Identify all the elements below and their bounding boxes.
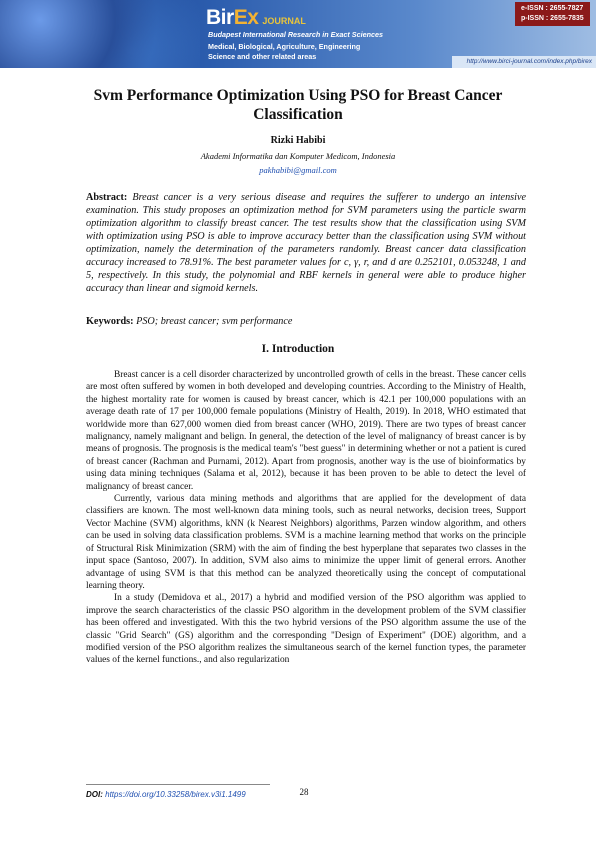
abstract-label: Abstract: (86, 192, 128, 203)
journal-url-link[interactable]: http://www.birci-journal.com/index.php/birex (452, 56, 596, 68)
journal-header-banner (0, 0, 596, 68)
doi-link[interactable]: https://doi.org/10.33258/birex.v3i1.1499 (105, 790, 246, 799)
banner-decoration (0, 0, 200, 68)
author-name: Rizki Habibi (270, 135, 326, 146)
journal-fields-line1: Medical, Biological, Agriculture, Engineering (208, 42, 361, 51)
eissn: e-ISSN : 2655-7827 (521, 5, 584, 12)
paragraph: In a study (Demidova et al., 2017) a hybrid and modified version of the PSO algorithm was applied to improve the search characteristics of the classic PSO algorithm in the development problem of the SVM classifier has been offered and investigated. With this the two hybrid versions of the PSO algorithm assume the use of the classic "Grid Search" (GS) algorithm and the corresponding "Design of Experiment" (DOE) algorithm, and a modified version of the PSO algorithm realizes the simultaneous search of the kernel function types, the parameter values of the kernel functions., and also regularization (86, 593, 526, 666)
paper-title: Svm Performance Optimization Using PSO for Breast Cancer Classification (93, 87, 503, 123)
doi-label: DOI: (86, 790, 103, 799)
author-affiliation: Akademi Informatika dan Komputer Medicom, Indonesia (200, 151, 396, 161)
keywords-label: Keywords: (86, 316, 134, 327)
logo-bir: Bir (206, 6, 234, 29)
logo-ex: Ex (233, 6, 259, 29)
section-heading: I. Introduction (261, 343, 335, 355)
paragraph: Currently, various data mining methods and algorithms that are applied for the development of data classifiers are known. The most well-known data mining tools, such as neural networks, decision trees, Support Vector Machine (SVM) algorithms, kNN (k Nearest Neighbors) algorithms, Parzen window algorithm, and others can be used in solving data classification problems. SVM is a machine learning method that works on the principle of Structural Risk Minimization (SRM) with the aim of finding the best hyperplane that separates two classes in the input space (Santoso, 2007). In addition, SVM also aims to minimize the upper limit of general errors. Another advantage of using SVM is that this method can be analyzed theoretically using the concept of computational learning theory. (86, 494, 526, 591)
journal-logo (206, 6, 306, 30)
abstract (86, 191, 526, 295)
keywords (86, 315, 526, 328)
page-number: 28 (299, 787, 309, 797)
abstract-text: Breast cancer is a very serious disease and requires the sufferer to undergo an intensive examination. This study proposes an optimization method for SVM parameters using the particle swarm optimization algorithm to classify breast cancer. The test results show that the classification using SVM with optimization using PSO is able to improve accuracy better than the classification using SVM without optimization, namely the determination of the parameters randomly. Breast cancer data classification accuracy increased to 78.91%. The best parameter values for c, γ, r, and d are 0.252101, 0.053248, 1 and 5, respectively. In this study, the polynomial and RBF kernels in general were able to produce higher accuracy than linear and sigmoid kernels. (86, 192, 527, 294)
footer-divider (86, 784, 270, 785)
keywords-text: PSO; breast cancer; svm performance (136, 316, 293, 327)
issn-badge (515, 2, 590, 26)
paragraph: Breast cancer is a cell disorder characterized by uncontrolled growth of cells in the breast. These cancer cells are most often suffered by women in both developed and developing countries. According to the Ministry of Health, the highest mortality rate for women is caused by breast cancer, which is 42.1 per 100,000 populations with an average death rate of 17 per 100,000 female populations (Ministry of Health, 2019). In 2018, WHO estimated that worldwide more than 627,000 women died from breast cancer (WHO, 2019). There are two types of breast cancer malignancy, namely malignant and belign. In general, the detection of the level of malignancy of breast cancer is by means of prognosis. The prognosis is the medical team's "best guess" in determining whether or not a patient is cured of breast cancer (Rachman and Purnami, 2012). Apart from prognosis, another way is the use of bioinformatics by using data mining techniques (Salama et al, 2012), because it has been proven to be able to detect the level of malignancy of breast cancer. (86, 370, 526, 492)
body-text (86, 369, 526, 667)
logo-journal: JOURNAL (262, 16, 306, 26)
author-email-link[interactable]: pakhabibi@gmail.com (259, 165, 337, 175)
pissn: p-ISSN : 2655-7835 (521, 15, 584, 22)
journal-fields-line2: Science and other related areas (208, 52, 317, 61)
journal-full-name: Budapest International Research in Exact Sciences (208, 30, 383, 39)
